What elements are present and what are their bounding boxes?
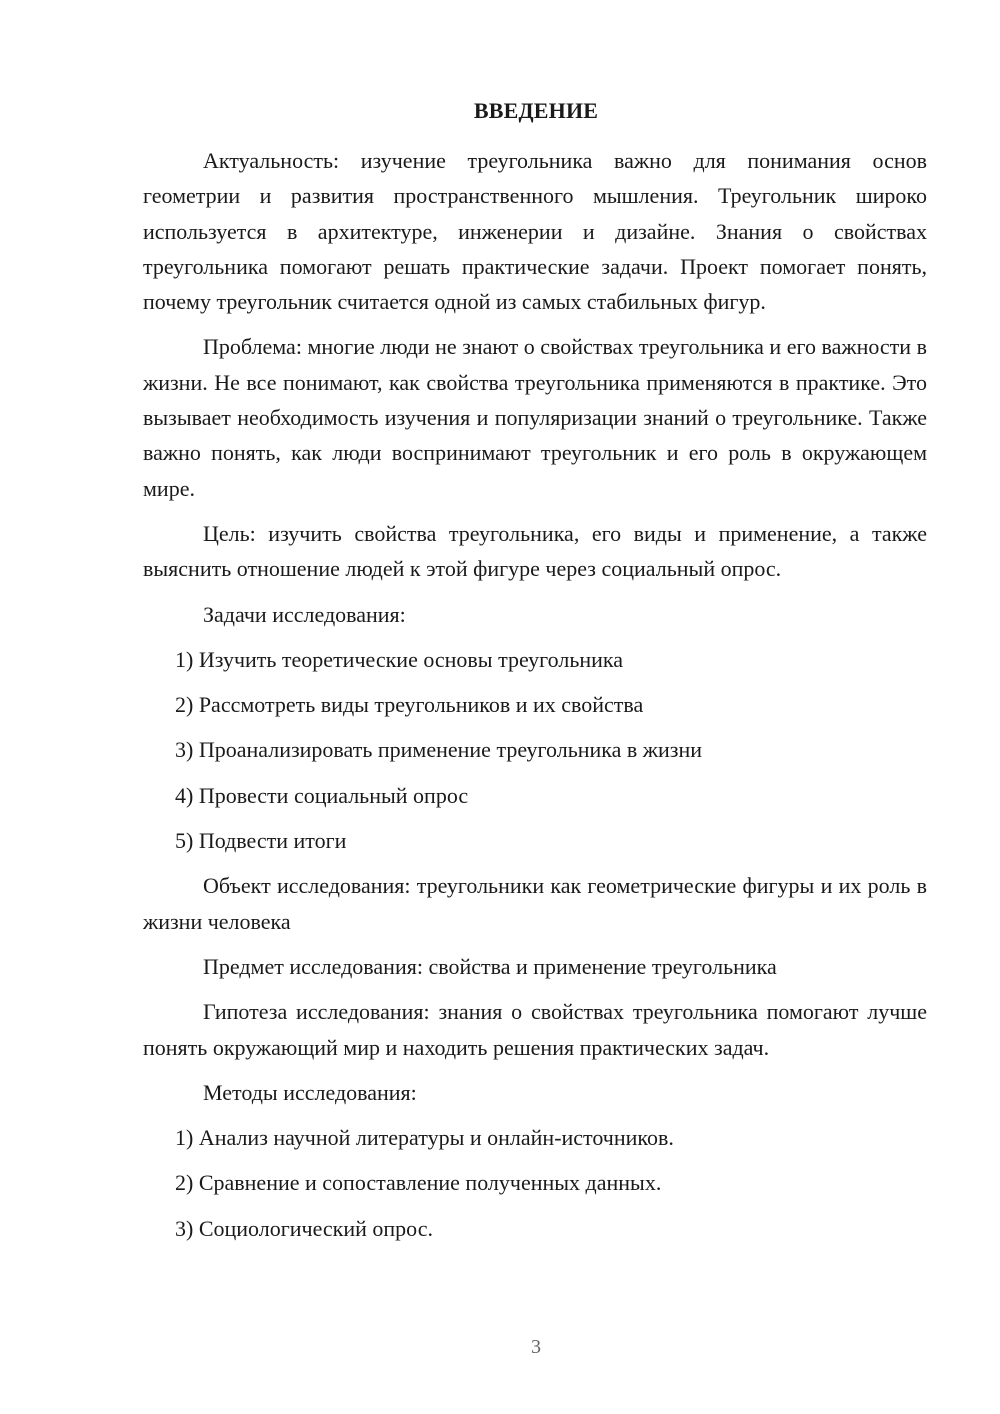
tasks-heading: Задачи исследования: [203, 601, 406, 627]
hypothesis-paragraph: Гипотеза исследования: знания о свойствах треугольника помогают лучше понять окружающий мир и находить решения практических задач. [143, 999, 927, 1060]
list-item: 2) Рассмотреть виды треугольников и их свойства [175, 692, 644, 718]
list-item: 3) Проанализировать применение треугольника в жизни [175, 737, 703, 763]
page-number: 3 [531, 1336, 541, 1358]
methods-list [143, 1120, 927, 1246]
subject-paragraph: Предмет исследования: свойства и применение треугольника [203, 953, 777, 979]
list-item: 5) Подвести итоги [175, 828, 347, 854]
list-item: 3) Социологический опрос. [175, 1215, 433, 1241]
methods-heading: Методы исследования: [203, 1079, 417, 1105]
list-item: 1) Анализ научной литературы и онлайн-источников. [175, 1125, 674, 1151]
list-item: 1) Изучить теоретические основы треугольника [175, 646, 624, 672]
relevance-paragraph: Актуальность: изучение треугольника важно для понимания основ геометрии и развития пространственного мышления. Треугольник широко используется в архитектуре, инженерии и дизайне. Знания о свойствах треугольника помогают решать практические задачи. Проект помогает понять, почему треугольник считается одной из самых стабильных фигур. [143, 148, 927, 315]
object-paragraph: Объект исследования: треугольники как геометрические фигуры и их роль в жизни человека [143, 873, 927, 934]
tasks-list [143, 642, 927, 858]
list-item: 2) Сравнение и сопоставление полученных данных. [175, 1170, 662, 1196]
list-item: 4) Провести социальный опрос [175, 782, 469, 808]
problem-paragraph: Проблема: многие люди не знают о свойствах треугольника и его важности в жизни. Не все понимают, как свойства треугольника применяются в практике. Это вызывает необходимость изучения и популяризации знаний о треугольнике. Также важно понять, как люди воспринимают треугольник и его роль в окружающем мире. [143, 334, 927, 501]
body-text [143, 143, 927, 1256]
section-title: ВВЕДЕНИЕ [473, 98, 599, 123]
goal-paragraph: Цель: изучить свойства треугольника, его виды и применение, а также выяснить отношение людей к этой фигуре через социальный опрос. [143, 520, 927, 582]
